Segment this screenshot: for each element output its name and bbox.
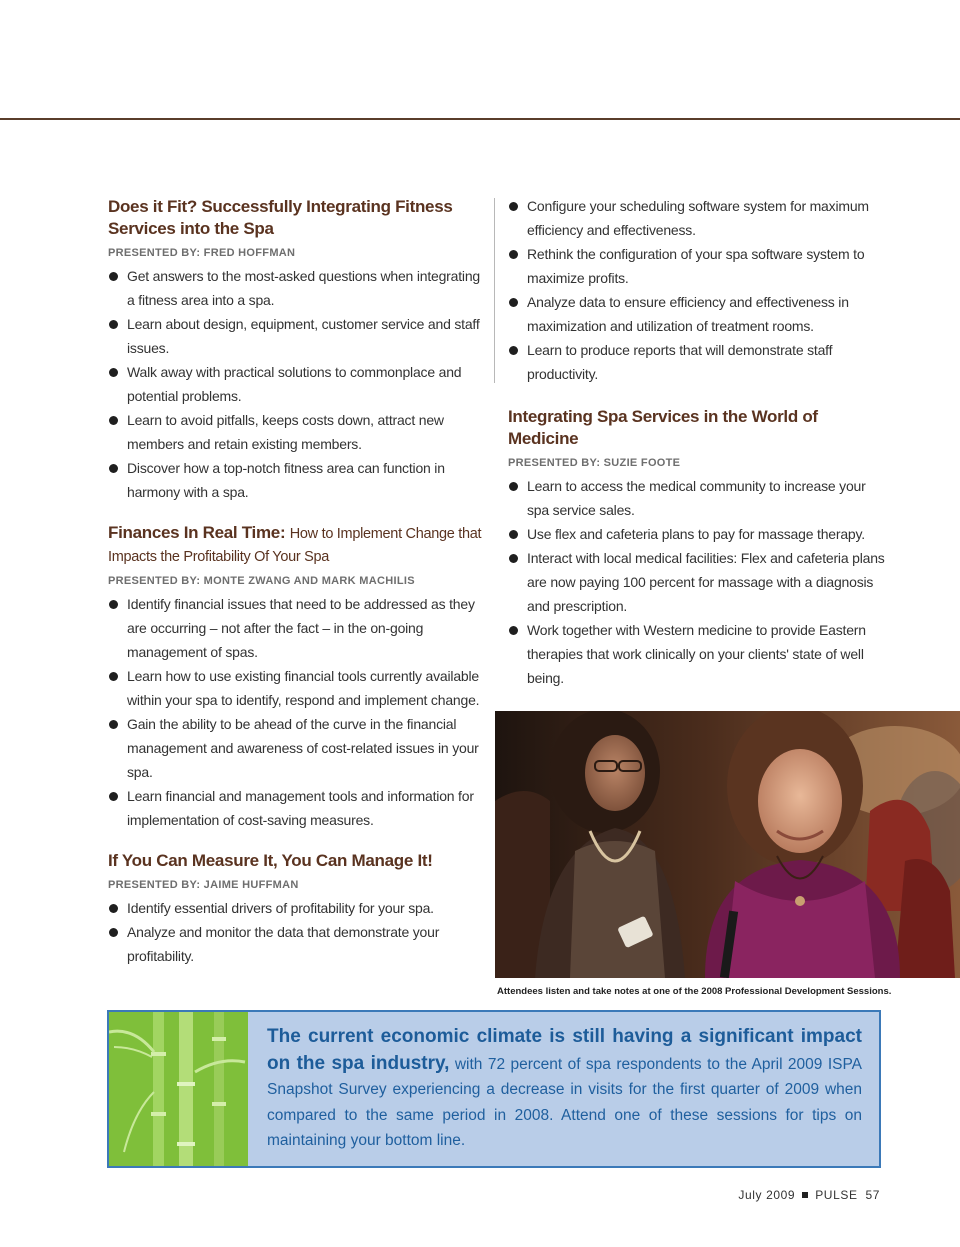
attendees-photo [495,711,960,978]
session-finances [108,522,488,832]
page-footer [738,1188,880,1202]
list-item: Use flex and cafeteria plans to pay for massage therapy. [508,522,888,546]
callout-text [267,1024,862,1154]
list-item: Work together with Western medicine to provide Eastern therapies that work clinically on your clients' state of well being. [508,618,888,690]
session-title: Does it Fit? Successfully Integrating Fitness Services into the Spa [108,197,453,238]
photo-illustration [495,711,960,978]
bamboo-art [109,1012,248,1166]
list-item: Learn how to use existing financial tools currently available within your spa to identify, respond and implement change. [108,664,488,712]
header-rule [0,118,960,120]
list-item: Learn to access the medical community to increase your spa service sales. [508,474,888,522]
list-item: Learn financial and management tools and information for implementation of cost-saving measures. [108,784,488,832]
list-item: Analyze and monitor the data that demonstrate your profitability. [108,920,488,968]
footer-separator [802,1192,808,1198]
session-presenter: PRESENTED BY: MONTE ZWANG AND MARK MACHILIS [108,575,415,587]
list-item: Learn to avoid pitfalls, keeps costs down, attract new members and retain existing members. [108,408,488,456]
list-item: Get answers to the most-asked questions when integrating a fitness area into a spa. [108,264,488,312]
footer-publication: PULSE [815,1188,858,1202]
list-item: Learn about design, equipment, customer service and staff issues. [108,312,488,360]
list-item: Discover how a top-notch fitness area can function in harmony with a spa. [108,456,488,504]
photo-caption: Attendees listen and take notes at one of the 2008 Professional Development Sessions. [497,986,892,997]
right-column [508,194,888,708]
bullet-list [108,592,488,832]
list-item: Walk away with practical solutions to commonplace and potential problems. [108,360,488,408]
callout-body: with 72 percent of spa respondents to the April 2009 ISPA Snapshot Survey experiencing a decrease in visits for the first quarter of 2009 when compared to the same period in 2008. Attend one of these sessions for tips on maintaining your bottom line. [267,1055,862,1149]
session-presenter: PRESENTED BY: JAIME HUFFMAN [108,879,299,891]
session-title [108,522,488,568]
footer-date: July 2009 [738,1188,796,1202]
list-item: Configure your scheduling software system for maximum efficiency and effectiveness. [508,194,888,242]
list-item: Gain the ability to be ahead of the curve in the financial management and awareness of cost-related issues in your spa. [108,712,488,784]
bullet-list [108,264,488,504]
session-fitness [108,196,488,504]
bamboo-icon [109,1012,248,1166]
bullet-list-continued [508,194,888,386]
session-presenter: PRESENTED BY: SUZIE FOOTE [508,457,681,469]
page-number: 57 [865,1188,880,1202]
session-title-lead: Finances In Real Time: [108,523,286,542]
bullet-list [108,896,488,968]
list-item: Identify essential drivers of profitability for your spa. [108,896,488,920]
list-item: Identify financial issues that need to be addressed as they are occurring – not after the fact – in the on-going management of spas. [108,592,488,664]
session-measure [108,850,488,968]
session-presenter: PRESENTED BY: FRED HOFFMAN [108,247,296,259]
session-title: Integrating Spa Services in the World of Medicine [508,407,818,448]
list-item: Rethink the configuration of your spa software system to maximize profits. [508,242,888,290]
session-title-sub: How to Implement Change that Impacts the Profitability Of Your Spa [108,526,482,565]
list-item: Interact with local medical facilities: Flex and cafeteria plans are now paying 100 percent for massage with a diagnosis and prescription. [508,546,888,618]
left-column [108,196,488,986]
list-item: Learn to produce reports that will demonstrate staff productivity. [508,338,888,386]
bullet-list [508,474,888,690]
session-medicine [508,406,888,690]
column-divider [494,198,495,383]
session-title: If You Can Measure It, You Can Manage It! [108,851,433,870]
callout-box [107,1010,881,1168]
list-item: Analyze data to ensure efficiency and effectiveness in maximization and utilization of treatment rooms. [508,290,888,338]
callout-lead: The current economic climate is still having a significant impact on the spa industry, [267,1026,862,1074]
